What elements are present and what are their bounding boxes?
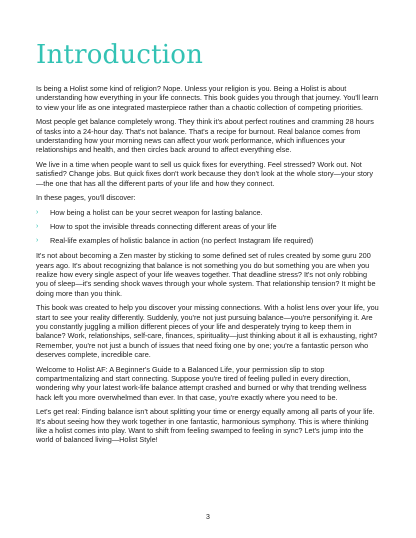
list-item <box>36 236 380 245</box>
list-item-text: Real-life examples of holistic balance in action (no perfect Instagram life required) <box>50 236 314 246</box>
paragraph: This book was created to help you discover your missing connections. With a holist lens over your life, you start to see your reality differently. Suddenly, you're not just pursuing balance—you're personifying it. Are you constantly juggling a million different pieces of your life and desperately trying to keep them in balance? Work, relationships, self-care, finances, spirituality—just thinking about it all is exhausting, right? Remember, you're not just a bunch of issues that need fixing one by one; you're a fantastic person who deserves complete, incredible care. <box>36 303 379 359</box>
list-item <box>36 208 380 217</box>
body-text <box>36 84 380 444</box>
paragraph: We live in a time when people want to sell us quick fixes for everything. Feel stressed? Work out. Not satisfied? Change jobs. But quick fixes don't work because they don't look at the whole story—your story—the one that has all the different parts of your life and how they connect. <box>36 160 374 188</box>
paragraph: Most people get balance completely wrong. They think it's about perfect routines and cramming 28 hours of tasks into a 24-hour day. That's not balance. That's a recipe for burnout. Real balance comes from understanding how your morning news can affect your work performance, which influences your relationships and health, and then circles back around to affect everything else. <box>36 117 374 155</box>
bullet-list <box>36 208 380 245</box>
bullet-icon: › <box>36 237 39 245</box>
bullet-icon: › <box>36 209 39 217</box>
bullet-icon: › <box>36 223 39 231</box>
paragraph: Let's get real: Finding balance isn't about splitting your time or energy equally among all parts of your life. It's about seeing how they work together in one fantastic, harmonious symphony. This is where thinking like a holist comes into play. Want to shift from feeling swamped to feeling in sync? Let's jump into the world of balanced living—Holist Style! <box>36 407 375 445</box>
paragraph: Is being a Holist some kind of religion? Nope. Unless your religion is you. Being a Holist is about understanding how everything in your life connects. This book guides you through that journey. You'll learn to view your life as one integrated masterpiece rather than a chaotic collection of competing priorities. <box>36 84 379 112</box>
page-number: 3 <box>206 514 210 521</box>
list-item <box>36 222 380 231</box>
page-title: Introduction <box>36 40 204 70</box>
list-item-text: How to spot the invisible threads connecting different areas of your life <box>50 222 277 232</box>
paragraph: Welcome to Holist AF: A Beginner's Guide to a Balanced Life, your permission slip to stop compartmentalizing and start connecting. Suppose you're tired of feeling pulled in every direction, wondering why your latest work-life balance attempt crashed and burned or why that trending wellness hack left you more overwhelmed than ever. In that case, you're exactly where you need to be. <box>36 364 367 402</box>
list-item-text: How being a holist can be your secret weapon for lasting balance. <box>50 208 263 218</box>
paragraph: In these pages, you'll discover: <box>36 193 136 203</box>
paragraph: It's not about becoming a Zen master by sticking to some defined set of rules created by some guru 200 years ago. It's about recognizing that balance is not something you do but something you are when you realize how every single aspect of your life weaves together. That deadline stress? It's not only robbing you of sleep—it's sending shock waves through your whole system. That relationship tension? It might be doing more than you think. <box>36 251 376 298</box>
